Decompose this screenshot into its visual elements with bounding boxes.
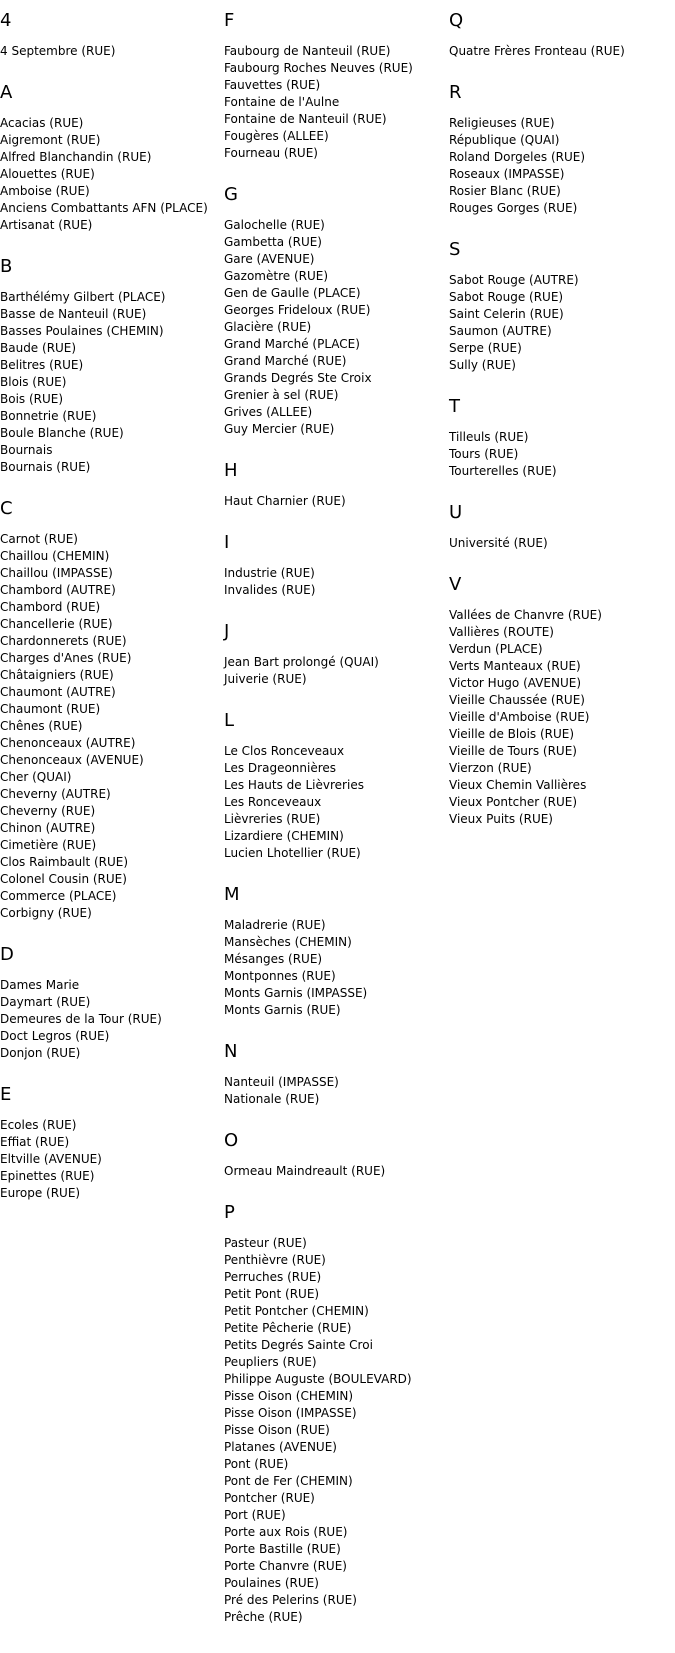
street-index-column-1 — [0, 8, 215, 1202]
street-entry: Europe (RUE) — [0, 1186, 81, 1200]
street-entry: Doct Legros (RUE) — [0, 1029, 110, 1043]
section-letter-heading: B — [0, 256, 13, 277]
street-entry: Galochelle (RUE) — [224, 218, 325, 232]
street-entry: Ecoles (RUE) — [0, 1118, 77, 1132]
section-letter-heading: C — [0, 498, 13, 519]
street-entry: Monts Garnis (IMPASSE) — [224, 986, 368, 1000]
street-entry: Grand Marché (RUE) — [224, 354, 347, 368]
street-entry: Saumon (AUTRE) — [449, 324, 552, 338]
street-entry: Vallées de Chanvre (RUE) — [449, 608, 602, 622]
street-entry: Charges d'Anes (RUE) — [0, 651, 132, 665]
street-list — [224, 493, 439, 510]
letter-section — [0, 8, 215, 80]
street-entry: Mésanges (RUE) — [224, 952, 323, 966]
street-entry: Sabot Rouge (AUTRE) — [449, 273, 579, 287]
section-spacer — [224, 438, 439, 458]
street-entry: Saint Celerin (RUE) — [449, 307, 564, 321]
street-entry: Daymart (RUE) — [0, 995, 91, 1009]
street-list — [449, 535, 664, 552]
street-entry: Barthélémy Gilbert (PLACE) — [0, 290, 166, 304]
section-spacer — [449, 60, 664, 80]
street-entry: Bois (RUE) — [0, 392, 64, 406]
street-entry: Vieux Chemin Vallières — [449, 778, 587, 792]
street-entry: Vieille Chaussée (RUE) — [449, 693, 585, 707]
street-entry: Nationale (RUE) — [224, 1092, 320, 1106]
street-entry: Quatre Frères Fronteau (RUE) — [449, 44, 625, 58]
section-letter-heading: D — [0, 944, 14, 965]
section-letter-heading: R — [449, 82, 462, 103]
street-entry: Vallières (ROUTE) — [449, 625, 554, 639]
street-entry: Ormeau Maindreault (RUE) — [224, 1164, 386, 1178]
section-spacer — [449, 480, 664, 500]
letter-section — [224, 1128, 439, 1200]
street-entry: Artisanat (RUE) — [0, 218, 93, 232]
section-letter-heading: I — [224, 532, 230, 553]
street-entry: Chaumont (RUE) — [0, 702, 101, 716]
street-entry: Pisse Oison (CHEMIN) — [224, 1389, 354, 1403]
section-spacer — [0, 476, 215, 496]
section-letter-heading: P — [224, 1202, 235, 1223]
section-spacer — [449, 552, 664, 572]
street-entry: Sabot Rouge (RUE) — [449, 290, 564, 304]
section-letter-heading: H — [224, 460, 238, 481]
street-entry: Pont (RUE) — [224, 1457, 289, 1471]
street-entry: Chancellerie (RUE) — [0, 617, 113, 631]
street-list — [224, 565, 439, 599]
street-entry: Serpe (RUE) — [449, 341, 522, 355]
street-entry: Glacière (RUE) — [224, 320, 312, 334]
street-entry: Sully (RUE) — [449, 358, 516, 372]
street-list — [449, 429, 664, 480]
letter-section — [449, 80, 664, 237]
street-entry: Fontaine de l'Aulne — [224, 95, 340, 109]
letter-section — [224, 182, 439, 458]
street-entry: Lièvreries (RUE) — [224, 812, 321, 826]
street-entry: Chardonnerets (RUE) — [0, 634, 127, 648]
street-entry: Acacias (RUE) — [0, 116, 84, 130]
street-list — [224, 654, 439, 688]
street-entry: Tours (RUE) — [449, 447, 519, 461]
section-letter-heading: L — [224, 710, 235, 731]
street-entry: Chenonceaux (AVENUE) — [0, 753, 144, 767]
street-entry: Eltville (AVENUE) — [0, 1152, 102, 1166]
street-entry: Prêche (RUE) — [224, 1610, 303, 1624]
street-entry: Faubourg de Nanteuil (RUE) — [224, 44, 391, 58]
street-entry: Bournais (RUE) — [0, 460, 91, 474]
section-letter-heading: T — [449, 396, 460, 417]
letter-section — [449, 572, 664, 828]
street-entry: Bournais — [0, 443, 53, 457]
street-entry: Pont de Fer (CHEMIN) — [224, 1474, 353, 1488]
street-entry: Chaillou (CHEMIN) — [0, 549, 110, 563]
street-entry: Porte Bastille (RUE) — [224, 1542, 341, 1556]
street-entry: Mansèches (CHEMIN) — [224, 935, 352, 949]
letter-section — [449, 237, 664, 394]
section-spacer — [0, 922, 215, 942]
street-list — [224, 217, 439, 438]
street-entry: Alouettes (RUE) — [0, 167, 95, 181]
street-entry: Vieille d'Amboise (RUE) — [449, 710, 590, 724]
street-entry: Châtaigniers (RUE) — [0, 668, 114, 682]
street-entry: Tourterelles (RUE) — [449, 464, 557, 478]
street-entry: Verdun (PLACE) — [449, 642, 543, 656]
street-entry: Port (RUE) — [224, 1508, 286, 1522]
street-entry: Victor Hugo (AVENUE) — [449, 676, 582, 690]
section-letter-heading: F — [224, 10, 235, 31]
street-entry: Fauvettes (RUE) — [224, 78, 321, 92]
street-entry: Gazomètre (RUE) — [224, 269, 329, 283]
street-entry: Cheverny (RUE) — [0, 804, 96, 818]
letter-section — [224, 458, 439, 530]
street-entry: Platanes (AVENUE) — [224, 1440, 337, 1454]
letter-section — [0, 80, 215, 254]
street-entry: Petite Pêcherie (RUE) — [224, 1321, 352, 1335]
street-entry: Grand Marché (PLACE) — [224, 337, 360, 351]
street-entry: Cimetière (RUE) — [0, 838, 97, 852]
street-entry: Clos Raimbault (RUE) — [0, 855, 129, 869]
street-entry: Belitres (RUE) — [0, 358, 84, 372]
section-letter-heading: A — [0, 82, 13, 103]
street-list — [224, 743, 439, 862]
street-entry: Vieux Pontcher (RUE) — [449, 795, 578, 809]
street-entry: Rouges Gorges (RUE) — [449, 201, 578, 215]
street-entry: Aigremont (RUE) — [0, 133, 101, 147]
street-entry: Grenier à sel (RUE) — [224, 388, 339, 402]
street-entry: Pré des Pelerins (RUE) — [224, 1593, 357, 1607]
street-entry: Carnot (RUE) — [0, 532, 78, 546]
letter-section — [0, 254, 215, 496]
section-spacer — [449, 217, 664, 237]
street-entry: Petit Pont (RUE) — [224, 1287, 320, 1301]
street-entry: Cheverny (AUTRE) — [0, 787, 111, 801]
letter-section — [224, 1039, 439, 1128]
street-list — [449, 115, 664, 217]
street-entry: Chaumont (AUTRE) — [0, 685, 116, 699]
section-spacer — [224, 1108, 439, 1128]
letter-section — [224, 708, 439, 882]
street-entry: Fougères (ALLEE) — [224, 129, 329, 143]
street-list — [0, 977, 215, 1062]
street-list — [224, 43, 439, 162]
letter-section — [224, 1200, 439, 1626]
street-entry: Donjon (RUE) — [0, 1046, 81, 1060]
street-entry: Juiverie (RUE) — [224, 672, 307, 686]
letter-section — [0, 942, 215, 1082]
street-entry: Demeures de la Tour (RUE) — [0, 1012, 162, 1026]
section-spacer — [224, 162, 439, 182]
street-index-column-3 — [449, 8, 664, 828]
street-entry: Penthièvre (RUE) — [224, 1253, 326, 1267]
street-entry: Bonnetrie (RUE) — [0, 409, 97, 423]
street-entry: Georges Frideloux (RUE) — [224, 303, 371, 317]
section-spacer — [224, 1180, 439, 1200]
street-entry: Basses Poulaines (CHEMIN) — [0, 324, 164, 338]
street-list — [224, 1074, 439, 1108]
letter-section — [224, 619, 439, 708]
street-entry: Lizardiere (CHEMIN) — [224, 829, 344, 843]
street-entry: Vieille de Tours (RUE) — [449, 744, 577, 758]
street-entry: Blois (RUE) — [0, 375, 67, 389]
street-list — [224, 1163, 439, 1180]
street-entry: Le Clos Ronceveaux — [224, 744, 345, 758]
section-letter-heading: O — [224, 1130, 239, 1151]
street-entry: Epinettes (RUE) — [0, 1169, 95, 1183]
street-entry: Lucien Lhotellier (RUE) — [224, 846, 361, 860]
street-entry: Vieille de Blois (RUE) — [449, 727, 575, 741]
street-entry: Les Hauts de Lièvreries — [224, 778, 364, 792]
street-entry: Invalides (RUE) — [224, 583, 316, 597]
street-index-column-2 — [224, 8, 439, 1626]
street-list — [224, 917, 439, 1019]
street-entry: Les Ronceveaux — [224, 795, 322, 809]
street-list — [0, 289, 215, 476]
letter-section — [224, 882, 439, 1039]
street-entry: Cher (QUAI) — [0, 770, 72, 784]
street-entry: Verts Manteaux (RUE) — [449, 659, 581, 673]
street-list — [0, 43, 215, 60]
letter-section — [449, 8, 664, 80]
street-list — [224, 1235, 439, 1626]
street-entry: Rosier Blanc (RUE) — [449, 184, 561, 198]
street-entry: Corbigny (RUE) — [0, 906, 92, 920]
street-list — [449, 43, 664, 60]
section-letter-heading: 4 — [0, 10, 12, 31]
street-entry: Roland Dorgeles (RUE) — [449, 150, 586, 164]
section-letter-heading: J — [224, 621, 230, 642]
street-entry: Gare (AVENUE) — [224, 252, 315, 266]
section-spacer — [224, 1019, 439, 1039]
street-entry: Porte aux Rois (RUE) — [224, 1525, 348, 1539]
section-letter-heading: U — [449, 502, 463, 523]
street-entry: Vieux Puits (RUE) — [449, 812, 553, 826]
street-entry: Industrie (RUE) — [224, 566, 315, 580]
letter-section — [224, 8, 439, 182]
street-list — [0, 115, 215, 234]
street-entry: Grives (ALLEE) — [224, 405, 313, 419]
street-entry: Effiat (RUE) — [0, 1135, 70, 1149]
street-entry: Gambetta (RUE) — [224, 235, 322, 249]
section-letter-heading: V — [449, 574, 462, 595]
section-spacer — [449, 374, 664, 394]
street-entry: Pontcher (RUE) — [224, 1491, 315, 1505]
street-entry: Colonel Cousin (RUE) — [0, 872, 127, 886]
street-entry: Grands Degrés Ste Croix — [224, 371, 372, 385]
street-entry: Jean Bart prolongé (QUAI) — [224, 655, 379, 669]
street-entry: Porte Chanvre (RUE) — [224, 1559, 347, 1573]
section-spacer — [0, 234, 215, 254]
street-entry: Amboise (RUE) — [0, 184, 90, 198]
letter-section — [0, 496, 215, 942]
street-entry: Roseaux (IMPASSE) — [449, 167, 565, 181]
street-entry: Monts Garnis (RUE) — [224, 1003, 341, 1017]
street-entry: Chênes (RUE) — [0, 719, 83, 733]
street-entry: Perruches (RUE) — [224, 1270, 322, 1284]
street-entry: Université (RUE) — [449, 536, 548, 550]
street-entry: Philippe Auguste (BOULEVARD) — [224, 1372, 412, 1386]
street-entry: Petit Pontcher (CHEMIN) — [224, 1304, 369, 1318]
street-entry: Anciens Combattants AFN (PLACE) — [0, 201, 208, 215]
street-entry: Alfred Blanchandin (RUE) — [0, 150, 152, 164]
section-letter-heading: M — [224, 884, 240, 905]
section-spacer — [224, 862, 439, 882]
street-entry: Pisse Oison (IMPASSE) — [224, 1406, 357, 1420]
street-entry: Faubourg Roches Neuves (RUE) — [224, 61, 413, 75]
street-entry: Gen de Gaulle (PLACE) — [224, 286, 361, 300]
street-list — [449, 272, 664, 374]
street-entry: Petits Degrés Sainte Croi — [224, 1338, 373, 1352]
street-entry: Pasteur (RUE) — [224, 1236, 307, 1250]
street-entry: Poulaines (RUE) — [224, 1576, 319, 1590]
street-entry: Pisse Oison (RUE) — [224, 1423, 330, 1437]
street-entry: Chinon (AUTRE) — [0, 821, 96, 835]
street-entry: Boule Blanche (RUE) — [0, 426, 124, 440]
street-entry: Vierzon (RUE) — [449, 761, 532, 775]
street-entry: Fourneau (RUE) — [224, 146, 318, 160]
section-letter-heading: Q — [449, 10, 464, 31]
letter-section — [0, 1082, 215, 1202]
street-entry: République (QUAI) — [449, 133, 560, 147]
street-entry: Fontaine de Nanteuil (RUE) — [224, 112, 387, 126]
street-entry: Peupliers (RUE) — [224, 1355, 317, 1369]
street-entry: Montponnes (RUE) — [224, 969, 336, 983]
street-entry: Commerce (PLACE) — [0, 889, 117, 903]
street-entry: Dames Marie — [0, 978, 80, 992]
section-letter-heading: G — [224, 184, 238, 205]
letter-section — [449, 394, 664, 500]
section-spacer — [0, 1062, 215, 1082]
street-entry: Haut Charnier (RUE) — [224, 494, 346, 508]
street-entry: Baude (RUE) — [0, 341, 77, 355]
street-entry: Chambord (AUTRE) — [0, 583, 116, 597]
section-spacer — [224, 599, 439, 619]
street-entry: Guy Mercier (RUE) — [224, 422, 335, 436]
street-entry: Les Drageonnières — [224, 761, 337, 775]
section-spacer — [0, 60, 215, 80]
street-entry: Maladrerie (RUE) — [224, 918, 326, 932]
street-entry: Tilleuls (RUE) — [449, 430, 529, 444]
street-entry: 4 Septembre (RUE) — [0, 44, 116, 58]
section-letter-heading: E — [0, 1084, 12, 1105]
section-spacer — [224, 510, 439, 530]
street-entry: Chambord (RUE) — [0, 600, 101, 614]
street-entry: Basse de Nanteuil (RUE) — [0, 307, 147, 321]
street-entry: Chaillou (IMPASSE) — [0, 566, 113, 580]
street-entry: Nanteuil (IMPASSE) — [224, 1075, 339, 1089]
section-letter-heading: N — [224, 1041, 238, 1062]
letter-section — [449, 500, 664, 572]
street-entry: Religieuses (RUE) — [449, 116, 555, 130]
street-entry: Chenonceaux (AUTRE) — [0, 736, 136, 750]
street-list — [0, 531, 215, 922]
street-list — [449, 607, 664, 828]
street-list — [0, 1117, 215, 1202]
section-spacer — [224, 688, 439, 708]
letter-section — [224, 530, 439, 619]
section-letter-heading: S — [449, 239, 461, 260]
